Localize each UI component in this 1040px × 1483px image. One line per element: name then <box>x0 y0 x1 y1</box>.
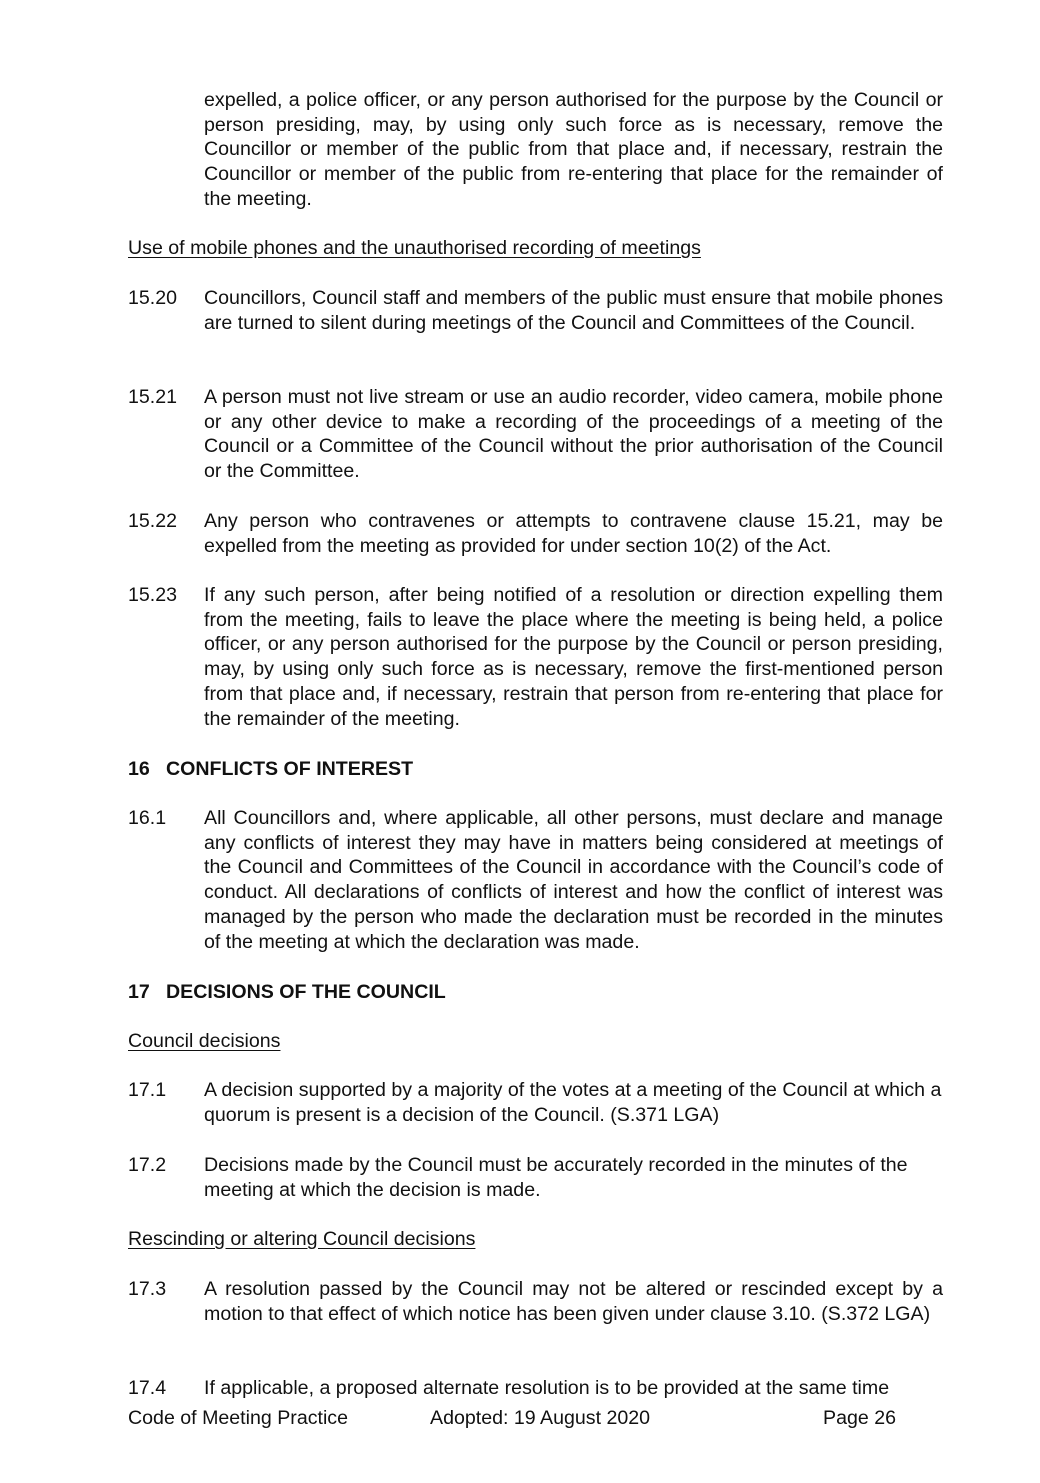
footer-page-number: Page 26 <box>823 1407 896 1429</box>
clause-number: 15.23 <box>128 584 178 606</box>
clause-15-23 <box>128 583 943 731</box>
clause-number: 16.1 <box>128 807 167 829</box>
clause-text: All Councillors and, where applicable, all other persons, must declare and manage any conflicts of interest they may have in matters being considered at meetings of the Council and Committees of the Council in accordance with the Council’s code of conduct. All declarations of conflicts of interest and how the conflict of interest was managed by the person who made the declaration must be recorded in the minutes of the meeting at which the declaration was made. <box>204 807 943 953</box>
clause-15-22 <box>128 509 943 558</box>
section-number: 16 <box>128 758 150 780</box>
subheading-mobile-phones: Use of mobile phones and the unauthorised recording of meetings <box>128 237 701 259</box>
page-footer <box>128 1406 908 1432</box>
clause-text: Councillors, Council staff and members of the public must ensure that mobile phones are turned to silent during meetings of the Council and Committees of the Council. <box>204 287 943 334</box>
clause-15-21 <box>128 385 943 484</box>
clause-number: 17.1 <box>128 1079 167 1101</box>
subheading-rescinding: Rescinding or altering Council decisions <box>128 1228 476 1250</box>
clause-17-2 <box>128 1153 943 1202</box>
section-heading-16 <box>128 757 413 782</box>
clause-number: 17.4 <box>128 1377 167 1399</box>
clause-text: If any such person, after being notified of a resolution or direction expelling them from the meeting, fails to leave the place where the meeting is being held, a police officer, or any person authorised for the purpose by the Council or person presiding, may, by using only such force as is necessary, remove the first-mentioned person from that place and, if necessary, restrain that person from re-entering that place for the remainder of the meeting. <box>204 584 943 730</box>
continuation-paragraph: expelled, a police officer, or any person authorised for the purpose by the Council or person presiding, may, by using only such force as is necessary, remove the Councillor or member of the public from that place and, if necessary, restrain the Councillor or member of the public from re-entering that place for the remainder of the meeting. <box>204 89 943 210</box>
clause-text: A person must not live stream or use an audio recorder, video camera, mobile phone or any other device to make a recording of the proceedings of a meeting of the Council or a Committee of the Council without the prior authorisation of the Council or the Committee. <box>204 386 943 483</box>
footer-document-title: Code of Meeting Practice <box>128 1407 348 1429</box>
clause-text: Any person who contravenes or attempts to contravene clause 15.21, may be expelled from the meeting as provided for under section 10(2) of the Act. <box>204 510 943 557</box>
clause-number: 15.22 <box>128 510 178 532</box>
clause-text: Decisions made by the Council must be accurately recorded in the minutes of the meeting at which the decision is made. <box>204 1154 908 1201</box>
clause-17-1 <box>128 1078 943 1127</box>
clause-16-1 <box>128 806 943 954</box>
clause-number: 15.21 <box>128 386 178 408</box>
subheading-council-decisions: Council decisions <box>128 1030 281 1052</box>
section-heading-17 <box>128 980 446 1005</box>
section-number: 17 <box>128 981 150 1003</box>
clause-17-4 <box>128 1376 943 1401</box>
clause-17-3 <box>128 1277 943 1326</box>
section-title: DECISIONS OF THE COUNCIL <box>166 981 446 1003</box>
clause-number: 15.20 <box>128 287 178 309</box>
clause-15-20 <box>128 286 943 335</box>
clause-text: A decision supported by a majority of the votes at a meeting of the Council at which a quorum is present is a decision of the Council. (S.371 LGA) <box>204 1079 942 1126</box>
clause-text: If applicable, a proposed alternate resolution is to be provided at the same time <box>204 1377 890 1399</box>
clause-number: 17.3 <box>128 1278 167 1300</box>
clause-number: 17.2 <box>128 1154 167 1176</box>
footer-adopted-date: Adopted: 19 August 2020 <box>430 1407 651 1429</box>
clause-text: A resolution passed by the Council may not be altered or rescinded except by a motion to that effect of which notice has been given under clause 3.10. (S.372 LGA) <box>204 1278 943 1325</box>
section-title: CONFLICTS OF INTEREST <box>166 758 414 780</box>
